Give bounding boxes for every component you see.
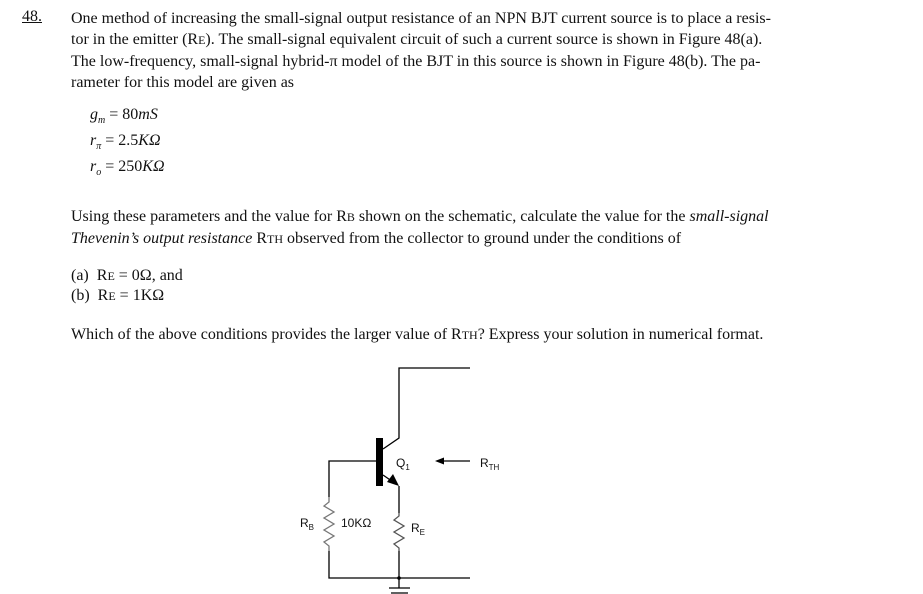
transistor-base-bar: [376, 438, 383, 486]
emphasis: small-signal: [689, 208, 769, 225]
intro-line-4: rameter for this model are given as: [71, 74, 295, 91]
param-symbol: r: [90, 132, 97, 149]
condition-label: (b): [71, 287, 90, 304]
param-unit: KΩ: [142, 158, 165, 175]
re-label: $R_E$: [411, 521, 426, 537]
rth-subscript: TH: [461, 328, 478, 342]
param-ro: $r_o = 250K\Omega$: [90, 158, 165, 178]
rth-label: $R_{TH}$: [480, 456, 500, 472]
intro-line-1: One method of increasing the small-signal output resistance of an NPN BJT current source is to place a resis-: [71, 10, 771, 27]
text: shown on the schematic, calculate the value for the: [354, 208, 690, 225]
condition-label: (a): [71, 267, 89, 284]
param-value: 2.5: [118, 132, 139, 149]
param-unit: mS: [138, 106, 158, 123]
rb-label: $R_B$: [300, 516, 315, 532]
param-value: 80: [122, 106, 139, 123]
q1-label: $Q_1$: [396, 456, 410, 472]
re-subscript: E: [198, 33, 206, 47]
param-value: 250: [118, 158, 143, 175]
text: Using these parameters and the value for R: [71, 208, 347, 225]
param-gm: $g_m = 80mS$: [90, 106, 158, 126]
param-unit: KΩ: [138, 132, 161, 149]
text: R: [97, 287, 109, 304]
text: Which of the above conditions provides the larger value of R: [71, 326, 462, 343]
param-symbol: g: [90, 106, 98, 123]
base-wire: [329, 461, 376, 497]
rb-subscript: B: [346, 210, 355, 224]
text: R: [96, 267, 108, 284]
text: R: [252, 230, 267, 247]
condition-value: = 0Ω, and: [114, 267, 183, 284]
condition-value: = 1KΩ: [115, 287, 165, 304]
param-rpi: $r_\pi = 2.5K\Omega$: [90, 132, 161, 152]
intro-line-3: The low-frequency, small-signal hybrid-π model of the BJT in this source is shown in Figure 48(b). The pa-: [71, 53, 761, 70]
re-subscript: E: [108, 289, 116, 303]
param-sub: π: [96, 141, 102, 152]
emitter-arrow-icon: [387, 474, 399, 486]
collector-wire: [383, 368, 470, 449]
junction-dot: [397, 576, 401, 580]
emphasis: Thevenin’s output resistance: [71, 230, 253, 247]
param-sub: o: [96, 167, 102, 178]
param-sub: m: [98, 115, 106, 126]
intro-text: tor in the emitter (R: [71, 31, 199, 48]
text: observed from the collector to ground under the conditions of: [282, 230, 682, 247]
text: ? Express your solution in numerical format.: [477, 326, 764, 343]
re-resistor-icon: [394, 513, 404, 551]
param-symbol: r: [90, 158, 97, 175]
rth-arrow-icon: [435, 458, 444, 465]
rth-subscript: TH: [266, 232, 283, 246]
problem-number: 48.: [22, 8, 42, 25]
rb-resistor-icon: [324, 497, 334, 551]
intro-text: ). The small-signal equivalent circuit of such a current source is shown in Figure 48(a).: [205, 31, 763, 48]
rb-value-label: 10KΩ: [341, 516, 372, 530]
re-subscript: E: [107, 269, 115, 283]
